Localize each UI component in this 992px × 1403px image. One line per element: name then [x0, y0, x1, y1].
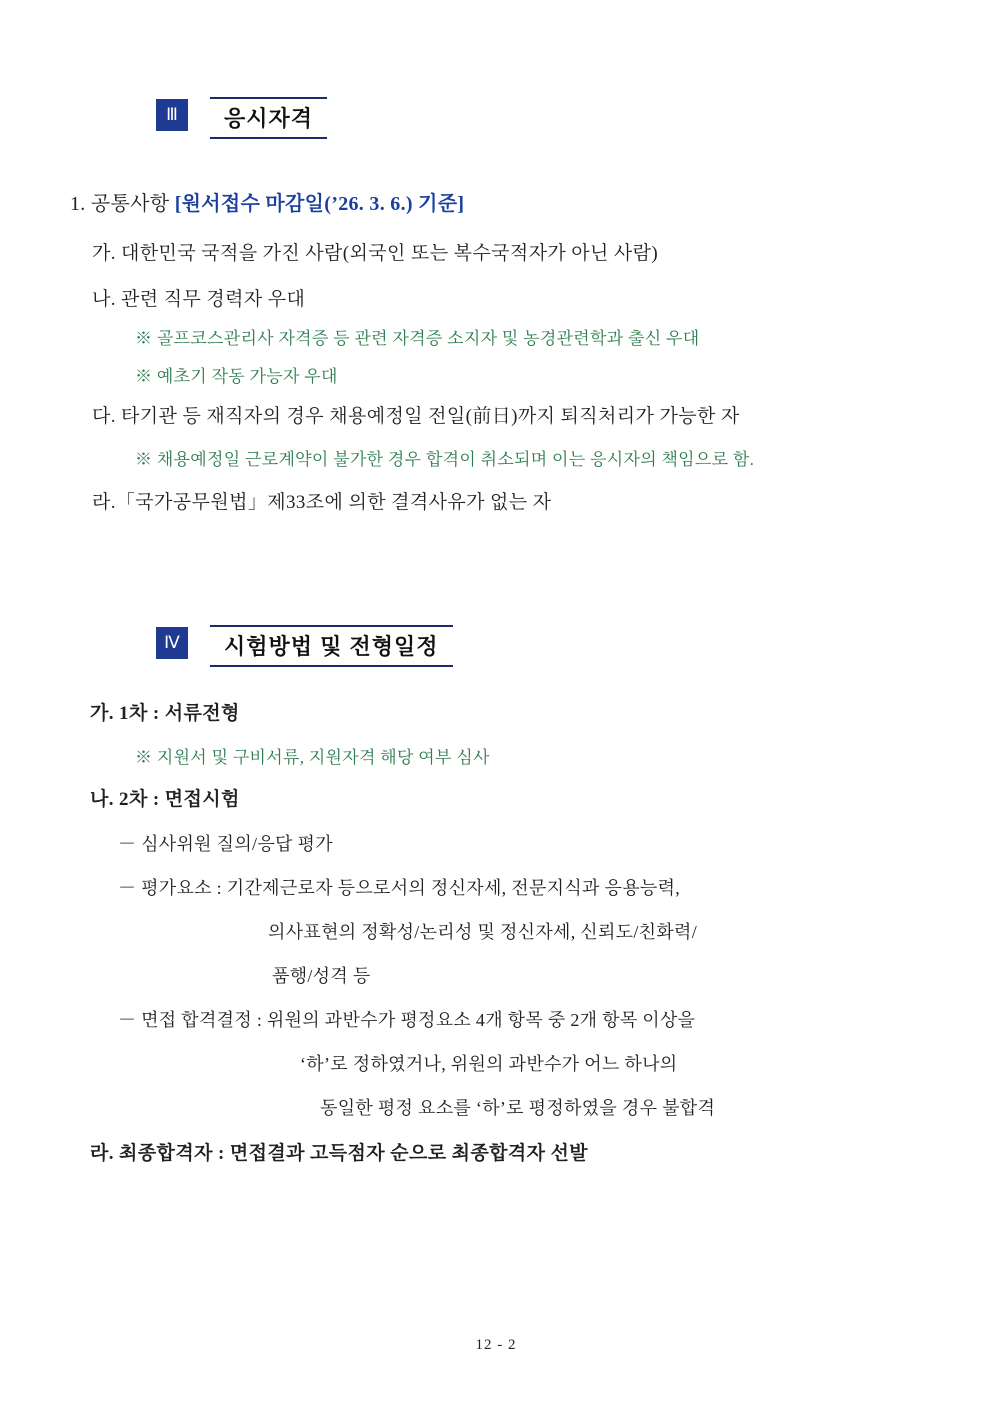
exam-first-stage: 가. 1차 : 서류전형: [90, 703, 240, 724]
qualification-item-ga: 가. 대한민국 국적을 가진 사람(외국인 또는 복수국적자가 아닌 사람): [92, 243, 659, 264]
qualification-heading: [70, 187, 464, 216]
qualification-heading-plain: 1. 공통사항: [70, 193, 175, 215]
exam-second-item-2: － 평가요소 : 기간제근로자 등으로서의 정신자세, 전문지식과 응용능력,: [118, 878, 681, 898]
exam-second-item-4: 품행/성격 등: [272, 966, 371, 986]
exam-final-label: 라. 최종합격자 : 면접결과 고득점자 순으로 최종합격자 선발: [90, 1143, 589, 1164]
qualification-note-1: ※ 골프코스관리사 자격증 등 관련 자격증 소지자 및 농경관련학과 출신 우대: [135, 329, 700, 348]
section-number-badge-2: Ⅳ: [156, 627, 188, 659]
exam-first-stage-note: ※ 지원서 및 구비서류, 지원자격 해당 여부 심사: [135, 748, 490, 767]
exam-second-item-6: ‘하’로 정하였거나, 위원의 과반수가 어느 하나의: [300, 1054, 678, 1074]
section-title-2: 시험방법 및 전형일정: [224, 634, 439, 659]
exam-final: [90, 1138, 588, 1165]
page-footer: 12 - 2: [475, 1337, 517, 1353]
exam-second-item-7: 동일한 평정 요소를 ‘하’로 평정하였을 경우 불합격: [320, 1098, 716, 1118]
qualification-heading-highlight: [원서접수 마감일(’26. 3. 6.) 기준]: [174, 193, 465, 215]
qualification-note-2: ※ 예초기 작동 가능자 우대: [135, 367, 338, 386]
qualification-note-3: ※ 채용예정일 근로계약이 불가한 경우 합격이 취소되며 이는 응시자의 책임으로 함.: [135, 450, 755, 469]
section-number-badge: Ⅲ: [156, 99, 188, 131]
qualification-item-ra: 라.「국가공무원법」제33조에 의한 결격사유가 없는 자: [92, 492, 552, 513]
exam-second-stage: 나. 2차 : 면접시험: [90, 789, 240, 810]
qualification-item-da: 다. 타기관 등 재직자의 경우 채용예정일 전일(前日)까지 퇴직처리가 가능한 자: [92, 406, 740, 427]
section-title-box: [210, 97, 327, 139]
section-heading-qualification: [156, 97, 327, 139]
section-title: 응시자격: [224, 106, 314, 131]
exam-second-item-3: 의사표현의 정확성/논리성 및 정신자세, 신뢰도/친화력/: [268, 922, 698, 942]
section-title-box-2: [210, 625, 453, 667]
qualification-item-na: 나. 관련 직무 경력자 우대: [92, 289, 306, 310]
section-heading-exam: [156, 625, 453, 667]
exam-second-item-1: － 심사위원 질의/응답 평가: [118, 834, 333, 854]
exam-second-item-5: － 면접 합격결정 : 위원의 과반수가 평정요소 4개 항목 중 2개 항목 이상을: [118, 1010, 696, 1030]
